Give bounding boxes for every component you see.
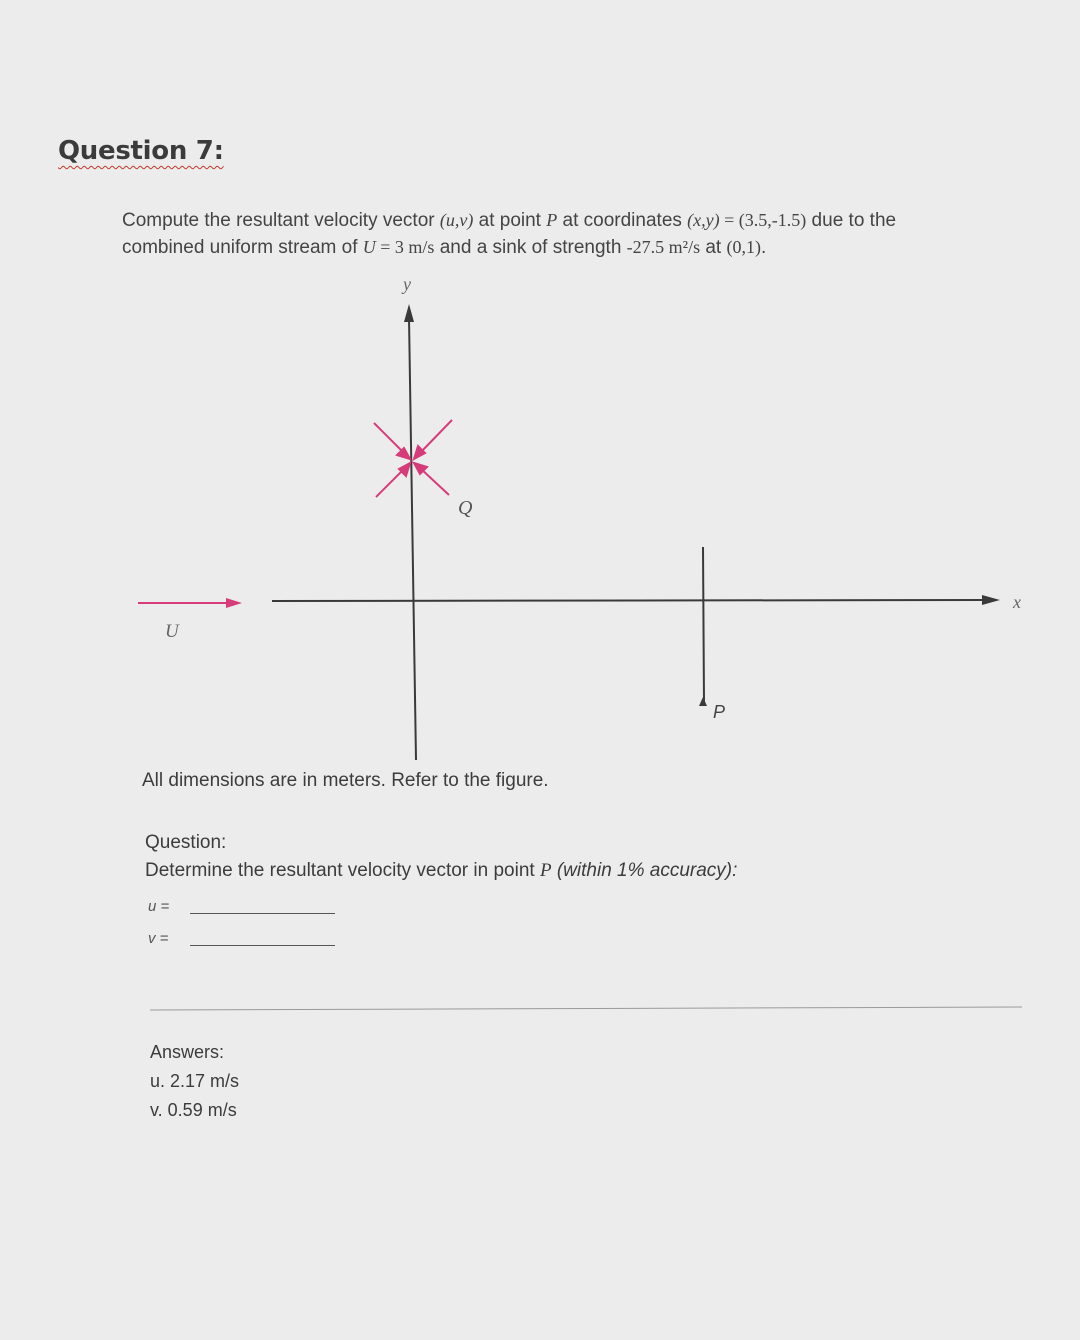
prompt-xy: (x,y) — [687, 210, 720, 230]
prompt-text: at coordinates — [557, 210, 688, 231]
x-axis-label: x — [1013, 592, 1021, 612]
subquestion-text — [145, 860, 737, 882]
u-answer-blank — [190, 913, 335, 914]
u-answer-label: u = — [148, 898, 170, 915]
answer-v: v. 0.59 m/s — [150, 1100, 237, 1120]
v-answer-label: v = — [148, 930, 169, 947]
uniform-stream-arrowhead — [226, 598, 242, 608]
prompt-coords: = (3.5,-1.5) — [719, 210, 807, 230]
y-axis-label: y — [403, 274, 411, 294]
prompt-text: combined uniform stream of — [122, 237, 363, 258]
point-p-label: P — [713, 702, 726, 722]
prompt-text: at point — [473, 210, 547, 231]
sink-symbol — [374, 420, 452, 497]
prompt-text: and a sink of strength — [434, 237, 627, 258]
v-answer-blank — [190, 945, 335, 946]
subquestion-point-p: P — [539, 860, 552, 881]
x-axis — [272, 600, 985, 601]
answers-header: Answers: — [150, 1042, 225, 1062]
prompt-text: due to the — [806, 210, 897, 231]
answers-block — [150, 1038, 239, 1125]
prompt-text: . — [760, 237, 767, 258]
prompt-sink-location: (0,1) — [726, 237, 761, 257]
point-p-marker — [699, 697, 707, 706]
question-title: Question 7: — [58, 136, 224, 166]
subquestion-text-part: Determine the resultant velocity vector in point — [145, 860, 540, 881]
prompt-text: at — [700, 237, 727, 258]
sink-label-q: Q — [458, 497, 473, 519]
prompt-text: Compute the resultant velocity vector — [122, 210, 440, 231]
subquestion-label: Question: — [145, 832, 227, 853]
x-axis-arrowhead — [982, 595, 1000, 605]
stream-label-u: U — [165, 621, 179, 642]
y-axis-arrowhead — [404, 304, 414, 322]
dimensions-note: All dimensions are in meters. Refer to the figure. — [142, 770, 549, 791]
prompt-stream-value: = 3 m/s — [375, 237, 435, 257]
prompt-uv: (u,v) — [439, 210, 474, 230]
prompt-stream-u: U — [362, 237, 376, 257]
y-axis — [409, 318, 416, 760]
answer-u: u. 2.17 m/s — [150, 1071, 240, 1091]
prompt-point-p: P — [546, 210, 558, 230]
prompt-sink-strength: -27.5 m²/s — [626, 237, 701, 257]
subquestion-accuracy: (within 1% accuracy): — [551, 860, 738, 881]
point-p-reference-line — [703, 547, 704, 703]
